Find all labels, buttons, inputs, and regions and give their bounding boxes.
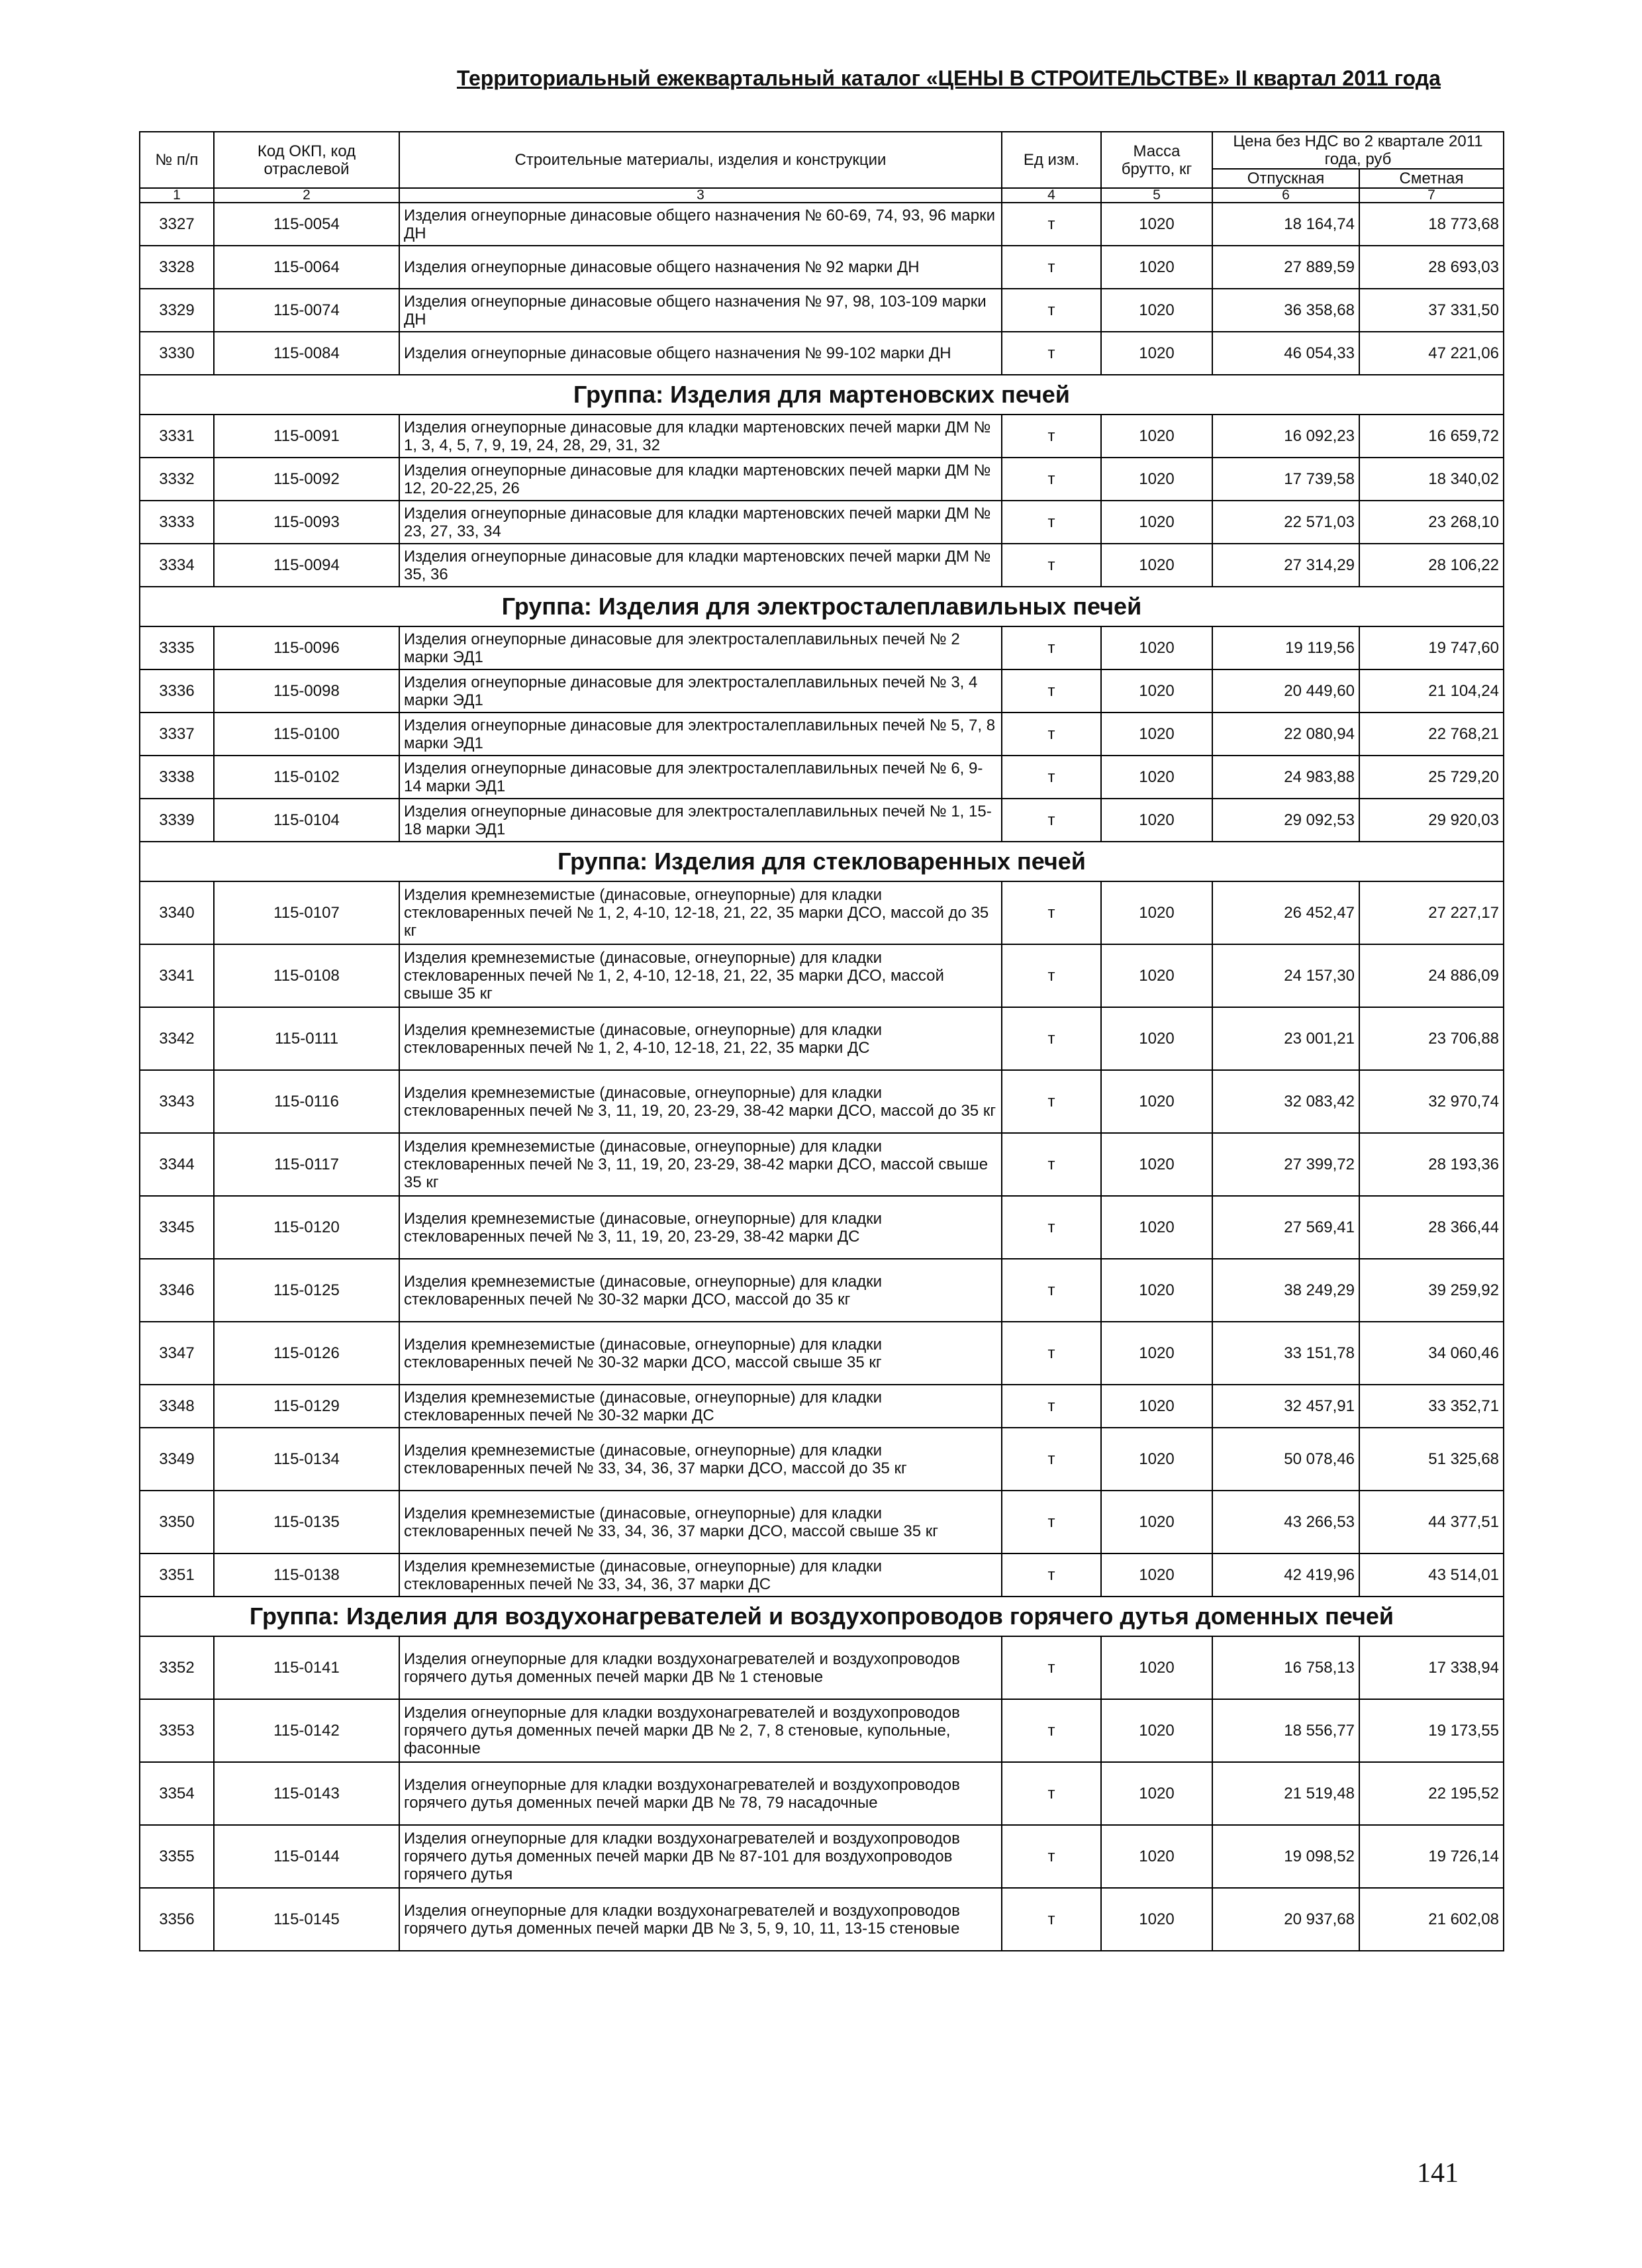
- product-code: 115-0100: [214, 713, 399, 756]
- price-release: 16 092,23: [1212, 415, 1359, 458]
- price-release: 18 164,74: [1212, 203, 1359, 246]
- price-estimate: 28 193,36: [1359, 1133, 1504, 1196]
- gross-mass: 1020: [1101, 1888, 1212, 1951]
- row-number: 3336: [140, 669, 214, 713]
- row-number: 3354: [140, 1762, 214, 1825]
- product-code: 115-0117: [214, 1133, 399, 1196]
- unit: т: [1002, 1636, 1101, 1699]
- product-name: Изделия кремнеземистые (динасовые, огнеупорные) для кладки стекловаренных печей № 33, 34, 36, 37 марки ДСО, массой до 35 кг: [399, 1428, 1002, 1491]
- product-code: 115-0102: [214, 756, 399, 799]
- unit: т: [1002, 1322, 1101, 1385]
- group-header-row: [140, 842, 1504, 881]
- price-release: 21 519,48: [1212, 1762, 1359, 1825]
- col-header-price-release: Отпускная: [1212, 169, 1359, 188]
- product-code: 115-0054: [214, 203, 399, 246]
- row-number: 3349: [140, 1428, 214, 1491]
- gross-mass: 1020: [1101, 332, 1212, 375]
- product-name: Изделия огнеупорные для кладки воздухонагревателей и воздухопроводов горячего дутья доменных печей марки ДВ № 78, 79 насадочные: [399, 1762, 1002, 1825]
- price-estimate: 28 106,22: [1359, 544, 1504, 587]
- price-release: 22 571,03: [1212, 501, 1359, 544]
- price-release: 19 119,56: [1212, 626, 1359, 669]
- price-release: 32 083,42: [1212, 1070, 1359, 1133]
- unit: т: [1002, 1762, 1101, 1825]
- table-row: [140, 1491, 1504, 1553]
- price-estimate: 23 706,88: [1359, 1007, 1504, 1070]
- price-estimate: 18 773,68: [1359, 203, 1504, 246]
- col-header-unit: Ед изм.: [1002, 132, 1101, 188]
- table-row: [140, 1553, 1504, 1597]
- unit: т: [1002, 1133, 1101, 1196]
- unit: т: [1002, 203, 1101, 246]
- table-row: [140, 1428, 1504, 1491]
- table-row: [140, 246, 1504, 289]
- column-number: 2: [214, 188, 399, 203]
- row-number: 3350: [140, 1491, 214, 1553]
- table-row: [140, 289, 1504, 332]
- gross-mass: 1020: [1101, 713, 1212, 756]
- unit: т: [1002, 1825, 1101, 1888]
- product-code: 115-0093: [214, 501, 399, 544]
- table-row: [140, 1888, 1504, 1951]
- price-release: 22 080,94: [1212, 713, 1359, 756]
- product-name: Изделия кремнеземистые (динасовые, огнеупорные) для кладки стекловаренных печей № 30-32 марки ДС: [399, 1385, 1002, 1428]
- gross-mass: 1020: [1101, 289, 1212, 332]
- column-number: 7: [1359, 188, 1504, 203]
- row-number: 3329: [140, 289, 214, 332]
- product-name: Изделия огнеупорные динасовые для электросталеплавильных печей № 3, 4 марки ЭД1: [399, 669, 1002, 713]
- price-estimate: 22 768,21: [1359, 713, 1504, 756]
- price-release: 36 358,68: [1212, 289, 1359, 332]
- product-code: 115-0094: [214, 544, 399, 587]
- gross-mass: 1020: [1101, 1699, 1212, 1762]
- gross-mass: 1020: [1101, 1322, 1212, 1385]
- product-code: 115-0142: [214, 1699, 399, 1762]
- gross-mass: 1020: [1101, 1259, 1212, 1322]
- product-name: Изделия огнеупорные динасовые для электросталеплавильных печей № 1, 15-18 марки ЭД1: [399, 799, 1002, 842]
- unit: т: [1002, 1428, 1101, 1491]
- row-number: 3340: [140, 881, 214, 944]
- gross-mass: 1020: [1101, 1636, 1212, 1699]
- group-header-row: [140, 587, 1504, 626]
- column-number: 3: [399, 188, 1002, 203]
- row-number: 3328: [140, 246, 214, 289]
- gross-mass: 1020: [1101, 1491, 1212, 1553]
- table-row: [140, 756, 1504, 799]
- col-header-num: № п/п: [140, 132, 214, 188]
- price-estimate: 51 325,68: [1359, 1428, 1504, 1491]
- product-code: 115-0141: [214, 1636, 399, 1699]
- product-code: 115-0064: [214, 246, 399, 289]
- gross-mass: 1020: [1101, 1133, 1212, 1196]
- gross-mass: 1020: [1101, 669, 1212, 713]
- row-number: 3351: [140, 1553, 214, 1597]
- price-release: 27 314,29: [1212, 544, 1359, 587]
- table-row: [140, 332, 1504, 375]
- price-estimate: 19 726,14: [1359, 1825, 1504, 1888]
- product-code: 115-0116: [214, 1070, 399, 1133]
- col-header-mass: Масса брутто, кг: [1101, 132, 1212, 188]
- product-name: Изделия кремнеземистые (динасовые, огнеупорные) для кладки стекловаренных печей № 3, 11, 19, 20, 23-29, 38-42 марки ДСО, массой свыше 35 кг: [399, 1133, 1002, 1196]
- table-row: [140, 1259, 1504, 1322]
- table-row: [140, 203, 1504, 246]
- price-estimate: 39 259,92: [1359, 1259, 1504, 1322]
- product-code: 115-0098: [214, 669, 399, 713]
- table-row: [140, 1007, 1504, 1070]
- price-estimate: 43 514,01: [1359, 1553, 1504, 1597]
- price-release: 20 937,68: [1212, 1888, 1359, 1951]
- price-estimate: 22 195,52: [1359, 1762, 1504, 1825]
- unit: т: [1002, 246, 1101, 289]
- price-release: 43 266,53: [1212, 1491, 1359, 1553]
- column-number: 5: [1101, 188, 1212, 203]
- table-row: [140, 1636, 1504, 1699]
- product-name: Изделия огнеупорные для кладки воздухонагревателей и воздухопроводов горячего дутья доменных печей марки ДВ № 87-101 для воздухопроводов горячего дутья: [399, 1825, 1002, 1888]
- table-row: [140, 1699, 1504, 1762]
- price-estimate: 37 331,50: [1359, 289, 1504, 332]
- row-number: 3332: [140, 458, 214, 501]
- gross-mass: 1020: [1101, 1385, 1212, 1428]
- price-estimate: 23 268,10: [1359, 501, 1504, 544]
- row-number: 3330: [140, 332, 214, 375]
- column-number: 6: [1212, 188, 1359, 203]
- unit: т: [1002, 799, 1101, 842]
- gross-mass: 1020: [1101, 501, 1212, 544]
- unit: т: [1002, 756, 1101, 799]
- gross-mass: 1020: [1101, 203, 1212, 246]
- price-release: 27 569,41: [1212, 1196, 1359, 1259]
- unit: т: [1002, 544, 1101, 587]
- product-name: Изделия кремнеземистые (динасовые, огнеупорные) для кладки стекловаренных печей № 1, 2, 4-10, 12-18, 21, 22, 35 марки ДС: [399, 1007, 1002, 1070]
- price-estimate: 28 366,44: [1359, 1196, 1504, 1259]
- price-estimate: 29 920,03: [1359, 799, 1504, 842]
- unit: т: [1002, 881, 1101, 944]
- row-number: 3348: [140, 1385, 214, 1428]
- row-number: 3339: [140, 799, 214, 842]
- price-release: 32 457,91: [1212, 1385, 1359, 1428]
- price-estimate: 21 602,08: [1359, 1888, 1504, 1951]
- price-release: 27 889,59: [1212, 246, 1359, 289]
- column-numbers-row: [140, 188, 1504, 203]
- unit: т: [1002, 1553, 1101, 1597]
- product-name: Изделия огнеупорные динасовые для кладки мартеновских печей марки ДМ № 12, 20-22,25, 26: [399, 458, 1002, 501]
- unit: т: [1002, 415, 1101, 458]
- table-row: [140, 501, 1504, 544]
- price-estimate: 32 970,74: [1359, 1070, 1504, 1133]
- gross-mass: 1020: [1101, 626, 1212, 669]
- product-name: Изделия огнеупорные динасовые общего назначения № 92 марки ДН: [399, 246, 1002, 289]
- page-title: Территориальный ежеквартальный каталог «ЦЕНЫ В СТРОИТЕЛЬСТВЕ» II квартал 2011 года: [457, 66, 1441, 90]
- price-estimate: 21 104,24: [1359, 669, 1504, 713]
- table-row: [140, 544, 1504, 587]
- price-estimate: 28 693,03: [1359, 246, 1504, 289]
- group-header-row: [140, 375, 1504, 415]
- product-name: Изделия огнеупорные динасовые общего назначения № 99-102 марки ДН: [399, 332, 1002, 375]
- price-estimate: 27 227,17: [1359, 881, 1504, 944]
- price-estimate: 19 747,60: [1359, 626, 1504, 669]
- price-release: 26 452,47: [1212, 881, 1359, 944]
- product-name: Изделия огнеупорные динасовые общего назначения № 97, 98, 103-109 марки ДН: [399, 289, 1002, 332]
- row-number: 3343: [140, 1070, 214, 1133]
- product-name: Изделия кремнеземистые (динасовые, огнеупорные) для кладки стекловаренных печей № 33, 34, 36, 37 марки ДСО, массой свыше 35 кг: [399, 1491, 1002, 1553]
- price-release: 38 249,29: [1212, 1259, 1359, 1322]
- gross-mass: 1020: [1101, 1196, 1212, 1259]
- table-row: [140, 458, 1504, 501]
- product-code: 115-0126: [214, 1322, 399, 1385]
- unit: т: [1002, 1259, 1101, 1322]
- product-name: Изделия огнеупорные для кладки воздухонагревателей и воздухопроводов горячего дутья доменных печей марки ДВ № 3, 5, 9, 10, 11, 13-15 стеновые: [399, 1888, 1002, 1951]
- product-name: Изделия огнеупорные для кладки воздухонагревателей и воздухопроводов горячего дутья доменных печей марки ДВ № 2, 7, 8 стеновые, купольные, фасонные: [399, 1699, 1002, 1762]
- price-estimate: 33 352,71: [1359, 1385, 1504, 1428]
- row-number: 3345: [140, 1196, 214, 1259]
- product-name: Изделия огнеупорные динасовые для электросталеплавильных печей № 6, 9-14 марки ЭД1: [399, 756, 1002, 799]
- gross-mass: 1020: [1101, 1553, 1212, 1597]
- unit: т: [1002, 944, 1101, 1007]
- group-title: Группа: Изделия для воздухонагревателей и воздухопроводов горячего дутья доменных печей: [140, 1597, 1504, 1636]
- price-release: 27 399,72: [1212, 1133, 1359, 1196]
- row-number: 3338: [140, 756, 214, 799]
- price-estimate: 47 221,06: [1359, 332, 1504, 375]
- gross-mass: 1020: [1101, 756, 1212, 799]
- gross-mass: 1020: [1101, 1825, 1212, 1888]
- unit: т: [1002, 289, 1101, 332]
- product-code: 115-0129: [214, 1385, 399, 1428]
- col-header-price: Цена без НДС во 2 квартале 2011 года, руб: [1212, 132, 1504, 169]
- product-name: Изделия огнеупорные динасовые общего назначения № 60-69, 74, 93, 96 марки ДН: [399, 203, 1002, 246]
- unit: т: [1002, 501, 1101, 544]
- gross-mass: 1020: [1101, 458, 1212, 501]
- unit: т: [1002, 1699, 1101, 1762]
- table-header: [140, 132, 1504, 203]
- price-release: 46 054,33: [1212, 332, 1359, 375]
- table-row: [140, 1070, 1504, 1133]
- gross-mass: 1020: [1101, 799, 1212, 842]
- unit: т: [1002, 458, 1101, 501]
- row-number: 3344: [140, 1133, 214, 1196]
- product-code: 115-0144: [214, 1825, 399, 1888]
- gross-mass: 1020: [1101, 944, 1212, 1007]
- product-name: Изделия кремнеземистые (динасовые, огнеупорные) для кладки стекловаренных печей № 1, 2, 4-10, 12-18, 21, 22, 35 марки ДСО, массой свыше 35 кг: [399, 944, 1002, 1007]
- price-estimate: 19 173,55: [1359, 1699, 1504, 1762]
- page-number: 141: [1417, 2158, 1459, 2189]
- product-name: Изделия кремнеземистые (динасовые, огнеупорные) для кладки стекловаренных печей № 33, 34, 36, 37 марки ДС: [399, 1553, 1002, 1597]
- row-number: 3342: [140, 1007, 214, 1070]
- price-estimate: 17 338,94: [1359, 1636, 1504, 1699]
- table-row: [140, 1133, 1504, 1196]
- table-row: [140, 1825, 1504, 1888]
- unit: т: [1002, 669, 1101, 713]
- price-release: 24 157,30: [1212, 944, 1359, 1007]
- unit: т: [1002, 1196, 1101, 1259]
- row-number: 3353: [140, 1699, 214, 1762]
- gross-mass: 1020: [1101, 1762, 1212, 1825]
- table-row: [140, 713, 1504, 756]
- price-estimate: 25 729,20: [1359, 756, 1504, 799]
- row-number: 3352: [140, 1636, 214, 1699]
- price-release: 19 098,52: [1212, 1825, 1359, 1888]
- table-row: [140, 944, 1504, 1007]
- row-number: 3347: [140, 1322, 214, 1385]
- gross-mass: 1020: [1101, 415, 1212, 458]
- product-name: Изделия огнеупорные динасовые для кладки мартеновских печей марки ДМ № 1, 3, 4, 5, 7, 9, 19, 24, 28, 29, 31, 32: [399, 415, 1002, 458]
- unit: т: [1002, 1888, 1101, 1951]
- gross-mass: 1020: [1101, 1428, 1212, 1491]
- table-body: [140, 203, 1504, 1951]
- gross-mass: 1020: [1101, 1070, 1212, 1133]
- product-code: 115-0143: [214, 1762, 399, 1825]
- column-number: 1: [140, 188, 214, 203]
- product-name: Изделия кремнеземистые (динасовые, огнеупорные) для кладки стекловаренных печей № 3, 11, 19, 20, 23-29, 38-42 марки ДСО, массой до 35 кг: [399, 1070, 1002, 1133]
- product-name: Изделия огнеупорные динасовые для кладки мартеновских печей марки ДМ № 35, 36: [399, 544, 1002, 587]
- product-code: 115-0104: [214, 799, 399, 842]
- price-release: 20 449,60: [1212, 669, 1359, 713]
- col-header-price-estimate: Сметная: [1359, 169, 1504, 188]
- product-name: Изделия кремнеземистые (динасовые, огнеупорные) для кладки стекловаренных печей № 30-32 марки ДСО, массой до 35 кг: [399, 1259, 1002, 1322]
- col-header-code: Код ОКП, код отраслевой: [214, 132, 399, 188]
- row-number: 3331: [140, 415, 214, 458]
- product-code: 115-0092: [214, 458, 399, 501]
- price-release: 42 419,96: [1212, 1553, 1359, 1597]
- price-estimate: 44 377,51: [1359, 1491, 1504, 1553]
- gross-mass: 1020: [1101, 246, 1212, 289]
- price-estimate: 34 060,46: [1359, 1322, 1504, 1385]
- product-name: Изделия огнеупорные для кладки воздухонагревателей и воздухопроводов горячего дутья доменных печей марки ДВ № 1 стеновые: [399, 1636, 1002, 1699]
- unit: т: [1002, 1491, 1101, 1553]
- price-estimate: 24 886,09: [1359, 944, 1504, 1007]
- table-row: [140, 799, 1504, 842]
- table-row: [140, 669, 1504, 713]
- group-title: Группа: Изделия для электросталеплавильных печей: [140, 587, 1504, 626]
- row-number: 3327: [140, 203, 214, 246]
- price-estimate: 18 340,02: [1359, 458, 1504, 501]
- price-release: 16 758,13: [1212, 1636, 1359, 1699]
- price-table: [139, 131, 1504, 1951]
- row-number: 3355: [140, 1825, 214, 1888]
- row-number: 3337: [140, 713, 214, 756]
- product-code: 115-0074: [214, 289, 399, 332]
- product-name: Изделия кремнеземистые (динасовые, огнеупорные) для кладки стекловаренных печей № 3, 11, 19, 20, 23-29, 38-42 марки ДС: [399, 1196, 1002, 1259]
- table-row: [140, 626, 1504, 669]
- row-number: 3335: [140, 626, 214, 669]
- product-name: Изделия огнеупорные динасовые для электросталеплавильных печей № 2 марки ЭД1: [399, 626, 1002, 669]
- unit: т: [1002, 713, 1101, 756]
- product-code: 115-0111: [214, 1007, 399, 1070]
- table-row: [140, 881, 1504, 944]
- group-header-row: [140, 1597, 1504, 1636]
- row-number: 3346: [140, 1259, 214, 1322]
- group-title: Группа: Изделия для мартеновских печей: [140, 375, 1504, 415]
- product-name: Изделия огнеупорные динасовые для кладки мартеновских печей марки ДМ № 23, 27, 33, 34: [399, 501, 1002, 544]
- unit: т: [1002, 626, 1101, 669]
- unit: т: [1002, 1007, 1101, 1070]
- product-code: 115-0120: [214, 1196, 399, 1259]
- unit: т: [1002, 1385, 1101, 1428]
- product-code: 115-0096: [214, 626, 399, 669]
- product-name: Изделия кремнеземистые (динасовые, огнеупорные) для кладки стекловаренных печей № 30-32 марки ДСО, массой свыше 35 кг: [399, 1322, 1002, 1385]
- column-number: 4: [1002, 188, 1101, 203]
- row-number: 3341: [140, 944, 214, 1007]
- table-row: [140, 1762, 1504, 1825]
- gross-mass: 1020: [1101, 544, 1212, 587]
- product-code: 115-0091: [214, 415, 399, 458]
- price-release: 33 151,78: [1212, 1322, 1359, 1385]
- col-header-name: Строительные материалы, изделия и конструкции: [399, 132, 1002, 188]
- product-code: 115-0084: [214, 332, 399, 375]
- product-name: Изделия кремнеземистые (динасовые, огнеупорные) для кладки стекловаренных печей № 1, 2, 4-10, 12-18, 21, 22, 35 марки ДСО, массой до 35 кг: [399, 881, 1002, 944]
- price-estimate: 16 659,72: [1359, 415, 1504, 458]
- price-release: 17 739,58: [1212, 458, 1359, 501]
- unit: т: [1002, 332, 1101, 375]
- product-name: Изделия огнеупорные динасовые для электросталеплавильных печей № 5, 7, 8 марки ЭД1: [399, 713, 1002, 756]
- gross-mass: 1020: [1101, 881, 1212, 944]
- price-release: 23 001,21: [1212, 1007, 1359, 1070]
- price-release: 18 556,77: [1212, 1699, 1359, 1762]
- table-row: [140, 1385, 1504, 1428]
- table-row: [140, 1196, 1504, 1259]
- row-number: 3334: [140, 544, 214, 587]
- price-release: 29 092,53: [1212, 799, 1359, 842]
- product-code: 115-0145: [214, 1888, 399, 1951]
- product-code: 115-0135: [214, 1491, 399, 1553]
- table-row: [140, 415, 1504, 458]
- gross-mass: 1020: [1101, 1007, 1212, 1070]
- product-code: 115-0108: [214, 944, 399, 1007]
- group-title: Группа: Изделия для стекловаренных печей: [140, 842, 1504, 881]
- product-code: 115-0134: [214, 1428, 399, 1491]
- price-release: 24 983,88: [1212, 756, 1359, 799]
- product-code: 115-0125: [214, 1259, 399, 1322]
- price-release: 50 078,46: [1212, 1428, 1359, 1491]
- unit: т: [1002, 1070, 1101, 1133]
- row-number: 3356: [140, 1888, 214, 1951]
- product-code: 115-0138: [214, 1553, 399, 1597]
- table-row: [140, 1322, 1504, 1385]
- row-number: 3333: [140, 501, 214, 544]
- product-code: 115-0107: [214, 881, 399, 944]
